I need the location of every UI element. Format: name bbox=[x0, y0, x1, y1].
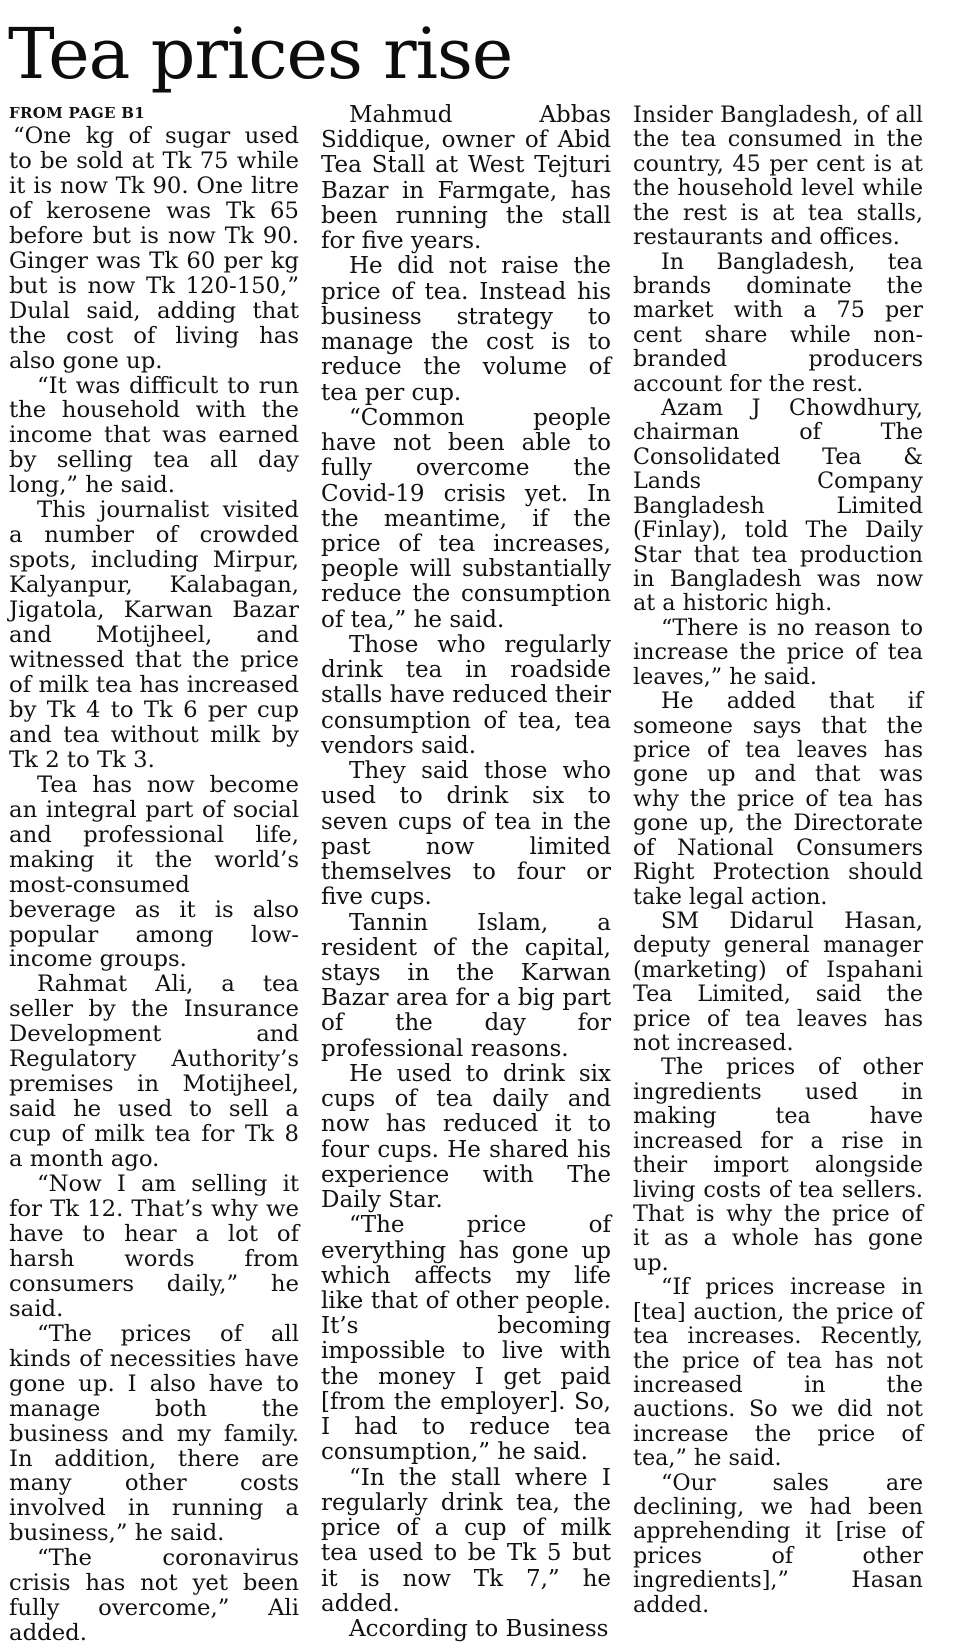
paragraph: “There is no reason to increase the price of tea leaves,” he said. bbox=[633, 614, 923, 690]
paragraph: Azam J Chowdhury, chairman of The Consolidated Tea & Lands Company Bangladesh Limited (Finlay), told The Daily Star that tea production in Bangladesh was now at a historic high. bbox=[633, 395, 923, 617]
paragraph: He did not raise the price of tea. Instead his business strategy to manage the cost is to reduce the volume of tea per cup. bbox=[321, 253, 611, 406]
from-page-label: FROM PAGE B1 bbox=[9, 104, 146, 122]
paragraph: “If prices increase in [tea] auction, the price of tea increases. Recently, the price of tea has not increased in the auctions. So we did not increase the price of tea,” he said. bbox=[633, 1274, 923, 1472]
paragraph: “Common people have not been able to fully overcome the Covid-19 crisis yet. In the meantime, if the price of tea increases, people will substantially reduce the consumption of tea,” he said. bbox=[321, 404, 611, 633]
paragraph: “The price of everything has gone up which affects my life like that of other people. It’s becoming impossible to live with the money I get paid [from the employer]. So, I had to reduce tea consumption,” he said. bbox=[321, 1212, 611, 1466]
paragraph: “Now I am selling it for Tk 12. That’s why we have to hear a lot of harsh words from consumers daily,” he said. bbox=[9, 1171, 299, 1322]
paragraph: In Bangladesh, tea brands dominate the market with a 75 per cent share while non-branded producers account for the rest. bbox=[633, 248, 923, 397]
paragraph: This journalist visited a number of crowded spots, including Mirpur, Kalyanpur, Kalabagan, Jigatola, Karwan Bazar and Motijheel, and witnessed that the price of milk tea has increased by Tk 4 to Tk 6 per cup and tea without milk by Tk 2 to Tk 3. bbox=[9, 497, 299, 773]
paragraph: According to Business bbox=[349, 1616, 609, 1643]
paragraph: They said those who used to drink six to seven cups of tea in the past now limited themselves to four or five cups. bbox=[321, 758, 611, 911]
paragraph: He added that if someone says that the price of tea leaves has gone up and that was why the price of tea has gone up, the Directorate of National Consumers Right Protection should take legal action. bbox=[633, 688, 923, 910]
article-column-3 bbox=[633, 103, 923, 1617]
paragraph: “It was difficult to run the household with the income that was earned by selling tea all day long,” he said. bbox=[9, 372, 299, 499]
paragraph: “The prices of all kinds of necessities have gone up. I also have to manage both the business and my family. In addition, there are many other costs involved in running a business,” he said. bbox=[9, 1320, 299, 1547]
article-column-2 bbox=[321, 103, 611, 1642]
paragraph: Tea has now become an integral part of social and professional life, making it the world’s most-consumed beverage as it is also popular among low-income groups. bbox=[9, 771, 299, 973]
article-headline: Tea prices rise bbox=[8, 13, 513, 95]
paragraph: “Our sales are declining, we had been apprehending it [rise of prices of other ingredients],” Hasan added. bbox=[633, 1469, 923, 1618]
paragraph: The prices of other ingredients used in making tea have increased for a rise in their import alongside living costs of tea sellers. That is why the price of it as a whole has gone up. bbox=[633, 1054, 923, 1276]
paragraph: Rahmat Ali, a tea seller by the Insurance Development and Regulatory Authority’s premises in Motijheel, said he used to sell a cup of milk tea for Tk 8 a month ago. bbox=[9, 971, 299, 1173]
paragraph: Those who regularly drink tea in roadside stalls have reduced their consumption of tea, tea vendors said. bbox=[321, 631, 611, 759]
paragraph: SM Didarul Hasan, deputy general manager (marketing) of Ispahani Tea Limited, said the price of tea leaves has not increased. bbox=[633, 907, 923, 1057]
paragraph: He used to drink six cups of tea daily and now has reduced it to four cups. He shared his experience with The Daily Star. bbox=[321, 1060, 611, 1214]
article-column-1 bbox=[9, 103, 299, 1646]
paragraph: Tannin Islam, a resident of the capital, stays in the Karwan Bazar area for a big part of the day for professional reasons. bbox=[321, 909, 611, 1062]
paragraph: “In the stall where I regularly drink tea, the price of a cup of milk tea used to be Tk 5 but it is now Tk 7,” he added. bbox=[321, 1464, 611, 1617]
paragraph: Insider Bangladesh, of all the tea consumed in the country, 45 per cent is at the household level while the rest is at tea stalls, restaurants and offices. bbox=[633, 102, 923, 251]
paragraph: “One kg of sugar used to be sold at Tk 75 while it is now Tk 90. One litre of kerosene was Tk 65 before but is now Tk 90. Ginger was Tk 60 per kg but is now Tk 120-150,” Dulal said, adding that the cost of living has also gone up. bbox=[9, 123, 299, 374]
paragraph: “The coronavirus crisis has not yet been fully overcome,” Ali added. bbox=[9, 1545, 299, 1647]
paragraph: Mahmud Abbas Siddique, owner of Abid Tea Stall at West Tejturi Bazar in Farmgate, has been running the stall for five years. bbox=[321, 102, 611, 255]
